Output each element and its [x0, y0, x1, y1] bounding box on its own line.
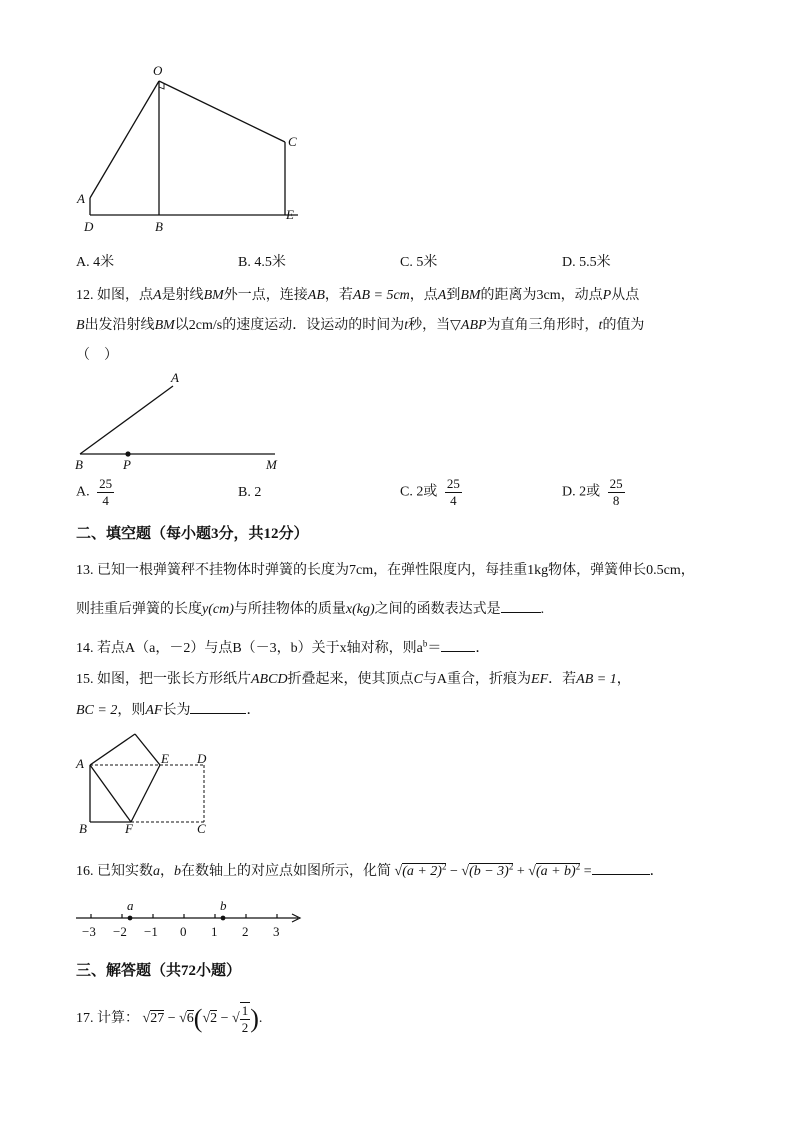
tick-label: 3	[273, 924, 280, 939]
label-c: C	[288, 134, 297, 149]
q14-line: 14. 若点A（a，－2）与点B（－3，b）关于x轴对称，则$a^b=$ ．	[76, 638, 490, 656]
tick-label: 0	[180, 924, 187, 939]
answer-blank	[592, 874, 650, 875]
sqrt-expression-2: $√(b - 3)^2$	[461, 861, 514, 879]
sqrt-expression-3: $√(a + b)^2$	[528, 861, 581, 879]
figure-q15	[70, 726, 220, 838]
section-answer-heading: 三、解答题（共72小题）	[76, 963, 242, 979]
q11-option-c: C. 5米	[400, 255, 438, 270]
segment-oc	[159, 81, 285, 142]
number-line-q16	[70, 896, 310, 942]
label-e: E	[161, 751, 169, 766]
label-a: A	[171, 370, 179, 385]
label-f: F	[125, 821, 133, 836]
q16-line: 16. 已知实数a，b在数轴上的对应点如图所示，化简 $√(a + 2)^2 - √(b - 3)^2 + √(a + b)^2$ = ．	[76, 861, 664, 879]
tick-label: −2	[113, 924, 127, 939]
label-b: b	[220, 898, 227, 913]
answer-blank	[190, 713, 246, 714]
point-a	[128, 916, 133, 921]
sqrt-half: √ $\frac{1}{2}$	[232, 1003, 249, 1035]
figure-q12	[70, 368, 290, 474]
segment-ao	[90, 81, 159, 198]
q11-option-b: B. 4.5米	[238, 255, 286, 270]
tick-label: −3	[82, 924, 96, 939]
q13-line-2: 则挂重后弹簧的长度y(cm)与所挂物体的质量x(kg)之间的函数表达式是 .	[76, 602, 545, 617]
label-b: B	[155, 219, 163, 234]
label-d: D	[84, 219, 94, 234]
q12-option-b: B. 2	[238, 485, 262, 500]
label-p: P	[123, 457, 131, 472]
point-b	[221, 916, 226, 921]
label-m: M	[266, 457, 277, 472]
segment-a-c-prime	[90, 734, 135, 765]
segment-ba	[80, 386, 173, 454]
label-b: B	[75, 457, 83, 472]
q12-option-d: D. 2或 $\frac{25}{8}$	[562, 476, 623, 508]
section-fill-in-heading: 二、填空题（每小题3分，共12分）	[76, 526, 309, 542]
sqrt-27: √27	[142, 1011, 165, 1027]
q12-line-3: （ ）	[76, 348, 118, 363]
label-a: A	[76, 756, 84, 771]
fraction: $\frac{25}{4}$	[446, 476, 460, 508]
q12-option-a: A. $\frac{25}{4}$	[76, 476, 113, 508]
segment-fe	[131, 765, 160, 822]
sqrt-expression-1: $√(a + 2)^2$	[394, 861, 447, 879]
label-d: D	[197, 751, 207, 766]
segment-af	[90, 765, 131, 822]
point-p	[125, 451, 130, 456]
label-e: E	[286, 207, 294, 222]
sqrt-2: √2	[202, 1011, 218, 1027]
label-a: a	[127, 898, 134, 913]
tick-label: −1	[144, 924, 158, 939]
answer-blank	[501, 612, 541, 613]
sqrt-6: √6	[179, 1011, 194, 1027]
q12-line-2: B出发沿射线BM以2cm/s的速度运动．设运动的时间为t秒，当▽ABP为直角三角形时，t的值为	[76, 318, 645, 333]
tick-label: 2	[242, 924, 249, 939]
figure-q11	[70, 60, 310, 240]
tick-label: 1	[211, 924, 218, 939]
fraction: $\frac{25}{8}$	[609, 476, 623, 508]
right-angle-mark	[159, 83, 164, 89]
q12-option-c: C. 2或 $\frac{25}{4}$	[400, 476, 460, 508]
q11-option-d: D. 5.5米	[562, 255, 611, 270]
q17-line: 17. 计算： √27 − √6(√2 − √ $\frac{1}{2}$ ).	[76, 1003, 263, 1035]
q11-option-a: A. 4米	[76, 255, 115, 270]
fraction: $\frac{25}{4}$	[99, 476, 113, 508]
q13-line-1: 13. 已知一根弹簧秤不挂物体时弹簧的长度为7cm，在弹性限度内，每挂重1kg物体，弹簧伸长0.5cm，	[76, 563, 695, 578]
label-b: B	[79, 821, 87, 836]
answer-blank	[441, 651, 475, 652]
label-c: C	[197, 821, 206, 836]
label-a: A	[77, 191, 85, 206]
label-o: O	[153, 63, 163, 78]
q12-line-1: 12. 如图，点A是射线BM外一点，连接AB，若AB = 5cm，点A到BM的距离为3cm，动点P从点	[76, 288, 640, 303]
segment-c-prime-e	[135, 734, 160, 765]
q15-line-1: 15. 如图，把一张长方形纸片ABCD折叠起来，使其顶点C与A重合，折痕为EF．若AB = 1，	[76, 672, 631, 687]
q15-line-2: BC = 2，则AF长为 ．	[76, 703, 261, 718]
